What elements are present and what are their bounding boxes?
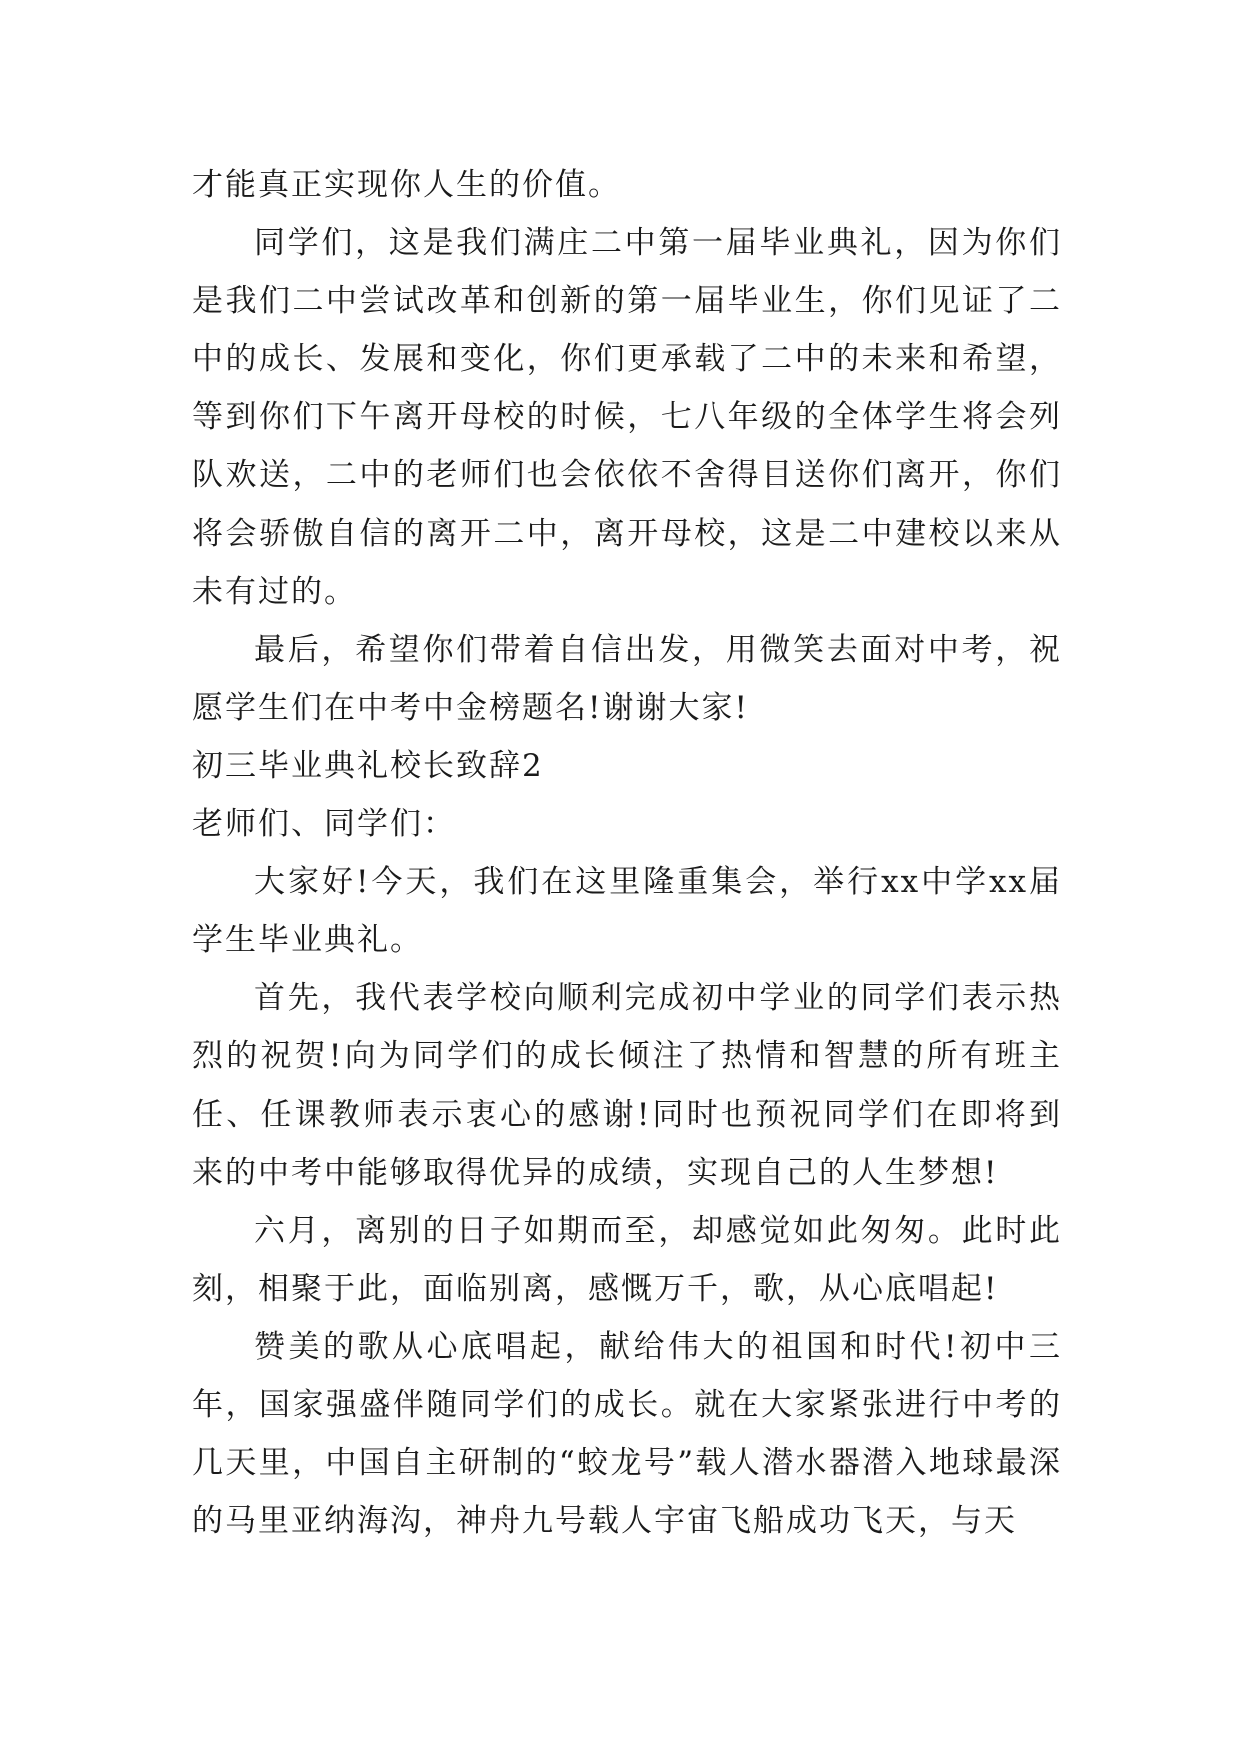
paragraph-praise-song: 赞美的歌从心底唱起，献给伟大的祖国和时代!初中三年，国家强盛伴随同学们的成长。就在大家紧张进行中考的几天里，中国自主研制的“蛟龙号”载人潜水器潜入地球最深的马里亚纳海沟，神舟九号载人宇宙飞船成功飞天，与天 <box>192 1328 1062 1540</box>
paragraph-closing-wishes: 最后，希望你们带着自信出发，用微笑去面对中考，祝愿学生们在中考中金榜题名!谢谢大家! <box>192 631 1062 726</box>
section-title: 初三毕业典礼校长致辞2 <box>192 747 544 784</box>
paragraph-first-graduation: 同学们，这是我们满庄二中第一届毕业典礼，因为你们是我们二中尝试改革和创新的第一届毕业生，你们见证了二中的成长、发展和变化，你们更承载了二中的未来和希望，等到你们下午离开母校的时候，七八年级的全体学生将会列队欢送，二中的老师们也会依依不舍得目送你们离开，你们将会骄傲自信的离开二中，离开母校，这是二中建校以来从未有过的。 <box>192 225 1062 610</box>
paragraph-continuation: 才能真正实现你人生的价值。 <box>192 167 621 203</box>
paragraph-congratulations: 首先，我代表学校向顺利完成初中学业的同学们表示热烈的祝贺!向为同学们的成长倾注了热情和智慧的所有班主任、任课教师表示衷心的感谢!同时也预祝同学们在即将到来的中考中能够取得优异的成绩，实现自己的人生梦想! <box>192 980 1062 1191</box>
paragraph-june-farewell: 六月，离别的日子如期而至，却感觉如此匆匆。此时此刻，相聚于此，面临别离，感慨万千，歌，从心底唱起! <box>192 1212 1062 1307</box>
document-body <box>192 156 1062 1550</box>
salutation: 老师们、同学们： <box>192 806 456 843</box>
paragraph-greeting: 大家好!今天，我们在这里隆重集会，举行xx中学xx届学生毕业典礼。 <box>192 864 1062 959</box>
